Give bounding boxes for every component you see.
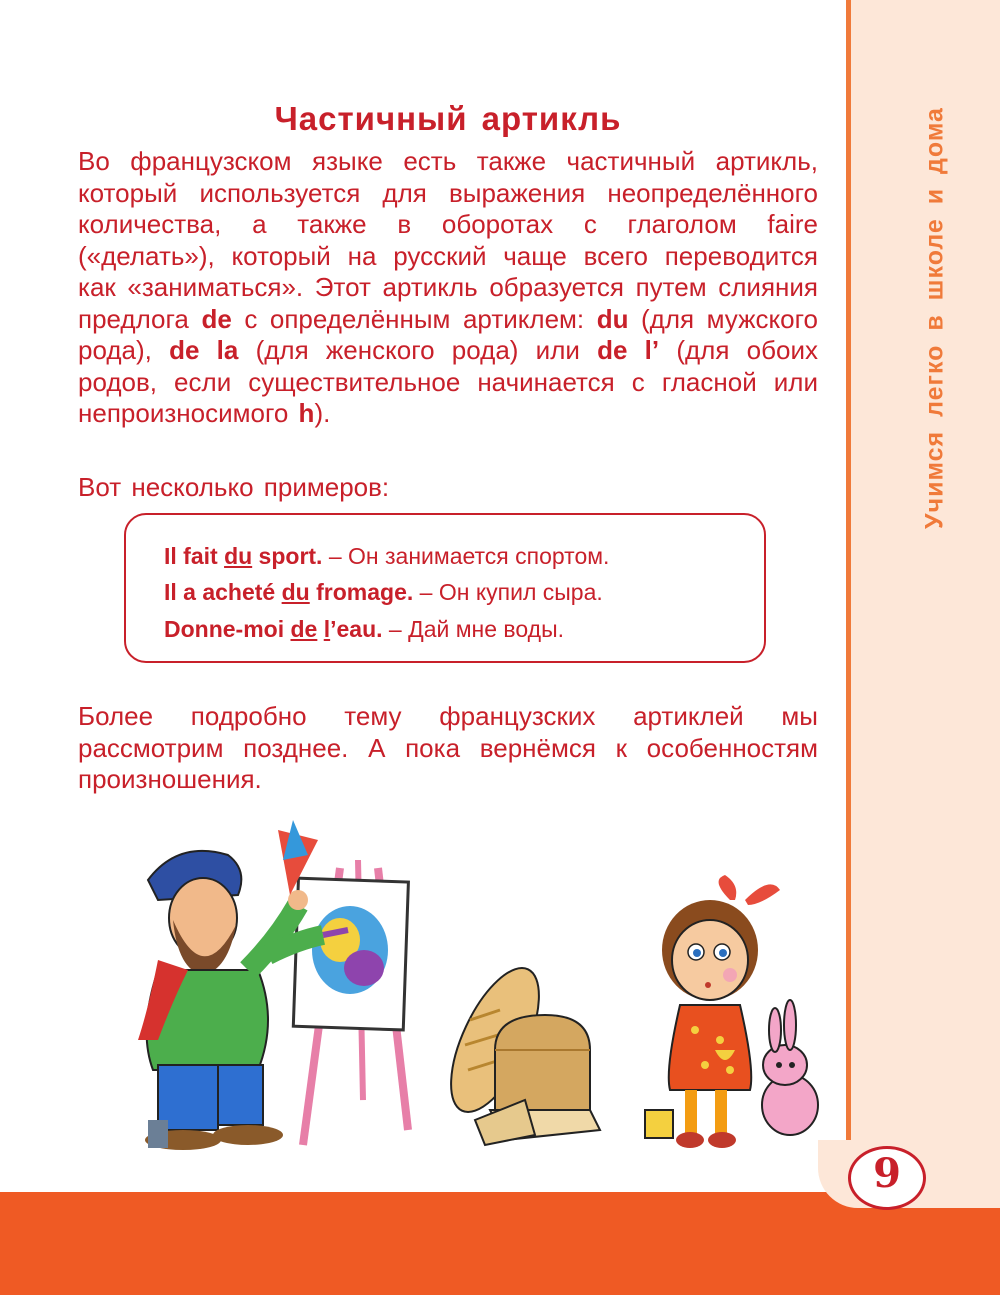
bunny-toy (762, 1000, 818, 1135)
text: (для женского рода) или (238, 335, 598, 365)
text: (для мужского рода), (78, 303, 818, 365)
text: с определённым артиклем: (231, 303, 597, 334)
easel-icon (293, 860, 408, 1145)
text: Donne-moi (164, 616, 291, 642)
example-line (164, 616, 564, 643)
text: ’eau. (330, 616, 383, 642)
bold-term: de (201, 303, 232, 334)
example-line (164, 579, 603, 606)
sidebar-border (846, 0, 851, 1155)
article: du (224, 543, 253, 569)
text: (для обоих родов, если существительное начинается с гласной или непроизносимого (78, 335, 818, 428)
examples-box (124, 513, 766, 663)
toy-block (645, 1110, 673, 1138)
paragraph-conclusion: Более подробно тему французских артиклей мы рассмотрим позднее. А пока вернёмся к особенностям произношения. (78, 701, 818, 794)
bread-illustration (450, 960, 610, 1150)
paragraph-intro (78, 146, 818, 430)
sidebar-title: Учимся легко в школе и дома (920, 107, 949, 529)
text: Il fait (164, 543, 225, 569)
painter-illustration (118, 800, 418, 1160)
text: Во французском языке есть также частичный артикль, который используется для выражения неопределённого количества, а также в оборотах с глаголом faire («делать»), который на русский чаще всего переводится как «заниматься». Этот артикль образуется путем слияния предлога (78, 146, 818, 334)
footer-bar (0, 1192, 1000, 1295)
example-line (164, 543, 609, 570)
french (164, 616, 383, 642)
french (164, 579, 413, 605)
text: Il a acheté (164, 579, 282, 605)
article: du (281, 579, 310, 605)
article: de (290, 616, 318, 642)
text: sport. (252, 543, 323, 569)
bold-term: h (298, 398, 315, 428)
article: l (323, 616, 331, 642)
bold-term: de l’ (597, 335, 660, 365)
page-number: 9 (873, 1150, 901, 1197)
translation: – Он занимается спортом. (322, 543, 610, 569)
girl-with-toy-illustration (630, 870, 840, 1160)
text: ). (314, 398, 331, 428)
french (164, 543, 322, 569)
translation: – Дай мне воды. (382, 616, 565, 642)
paragraph-examples-intro: Вот несколько примеров: (78, 472, 390, 502)
bold-term: de la (169, 335, 239, 365)
bold-term: du (596, 303, 629, 334)
translation: – Он купил сыра. (413, 579, 603, 605)
page-title: Частичный артикль (274, 100, 622, 137)
text: fromage. (309, 579, 414, 605)
